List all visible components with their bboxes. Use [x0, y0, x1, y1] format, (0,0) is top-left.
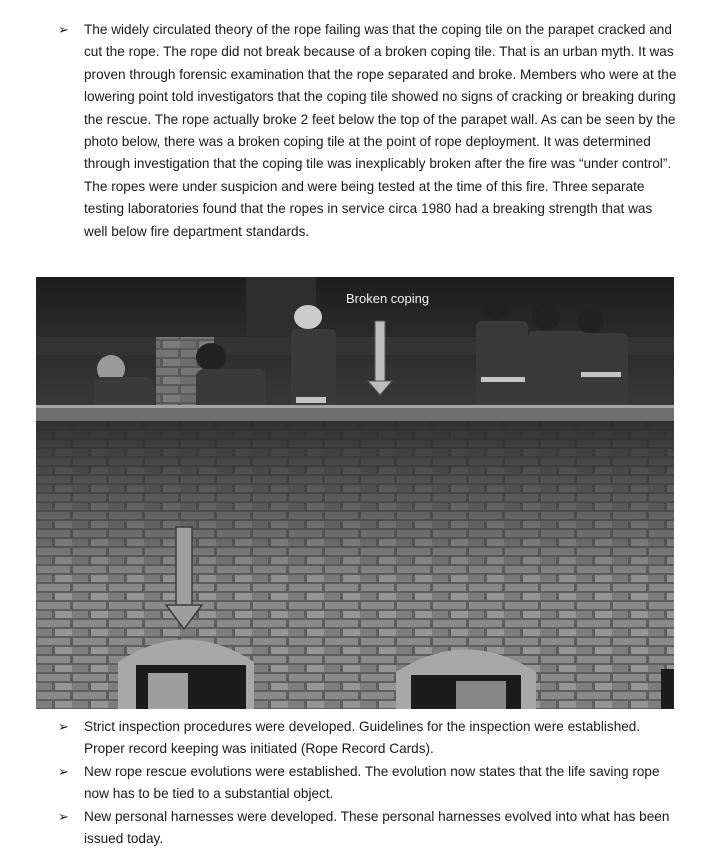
bullet-text: New personal harnesses were developed. These personal harnesses evolved into what has been issued today.: [84, 809, 670, 847]
fire-scene-photo: [36, 277, 674, 709]
bullet-text: Strict inspection procedures were developed. Guidelines for the inspection were established. Proper record keeping was initiated (Rope Record Cards).: [84, 719, 641, 757]
bullet-item-harnesses: [58, 806, 678, 851]
bullet-text: The widely circulated theory of the rope failing was that the coping tile on the parapet cracked and cut the rope. The rope did not break because of a broken coping tile. That is an urban myth. It was proven through forensic examination that the rope separated and broke. Members who were at the lowering point told investigators that the coping tile showed no signs of cracking or breaking during the rescue. The rope actually broke 2 feet below the top of the parapet wall. As can be seen by the photo below, there was a broken coping tile at the point of rope deployment. It was determined through investigation that the coping tile was inexplicably broken after the fire was “under control”. The ropes were under suspicion and were being tested at the time of this fire. Three separate testing laboratories found that the ropes in service circa 1980 had a breaking strength that was well below fire department standards.: [84, 22, 677, 239]
bullet-text: New rope rescue evolutions were established. The evolution now states that the life saving rope now has to be tied to a substantial object.: [84, 764, 660, 802]
bullet-arrow-icon: ➢: [58, 719, 69, 734]
bullet-item-inspection: [58, 716, 678, 761]
bullet-arrow-icon: ➢: [58, 22, 69, 37]
photo-caption: Broken coping: [346, 291, 430, 306]
bullet-item-evolutions: [58, 761, 678, 806]
bullet-arrow-icon: ➢: [58, 764, 69, 779]
bullet-arrow-icon: ➢: [58, 809, 69, 824]
bullet-item-rope-theory: [58, 19, 678, 243]
